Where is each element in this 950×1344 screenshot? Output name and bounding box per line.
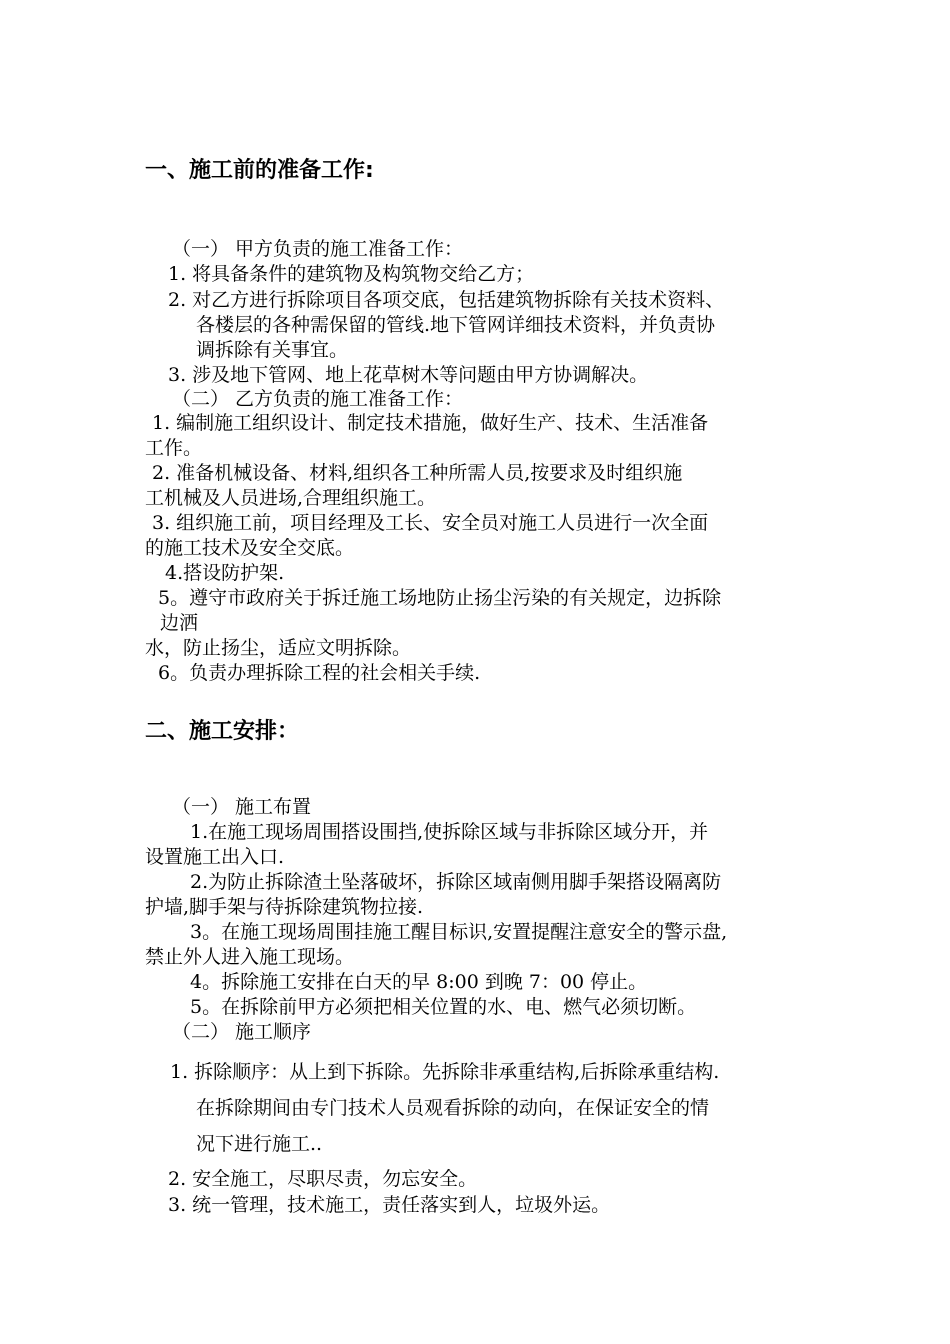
list-item: 3。在施工现场周围挂施工醒目标识,安置提醒注意安全的警示盘, [190, 921, 728, 943]
list-item-continuation: 调拆除有关事宜。 [196, 339, 349, 361]
list-item-continuation: 工作。 [145, 437, 203, 459]
list-item: 1. 编制施工组织设计、制定技术措施，做好生产、技术、生活准备 [152, 412, 709, 434]
section-2-sub-1-heading: （一） 施工布置 [172, 796, 312, 818]
list-item-continuation: 水，防止扬尘，适应文明拆除。 [145, 637, 412, 659]
list-item: 4.搭设防护架. [165, 562, 285, 584]
list-item: 1. 将具备条件的建筑物及构筑物交给乙方； [168, 263, 535, 285]
list-item-continuation: 工机械及人员进场,合理组织施工。 [145, 487, 437, 509]
section-1-sub-1-heading: （一） 甲方负责的施工准备工作： [172, 238, 464, 260]
list-item-continuation: 的施工技术及安全交底。 [145, 537, 355, 559]
list-item: 5。在拆除前甲方必须把相关位置的水、电、燃气必须切断。 [190, 996, 697, 1018]
list-item: 2. 对乙方进行拆除项目各项交底，包括建筑物拆除有关技术资料、 [168, 289, 725, 311]
list-item: 2.为防止拆除渣土坠落破坏，拆除区域南侧用脚手架搭设隔离防 [190, 871, 722, 893]
section-2-sub-2-heading: （二） 施工顺序 [172, 1021, 312, 1043]
list-item-continuation: 护墙,脚手架与待拆除建筑物拉接. [145, 896, 424, 918]
list-item: 2. 准备机械设备、材料,组织各工种所需人员,按要求及时组织施 [152, 462, 683, 484]
list-item: 1.在施工现场周围搭设围挡,使拆除区域与非拆除区域分开，并 [190, 821, 709, 843]
section-1-sub-2-heading: （二） 乙方负责的施工准备工作： [172, 388, 464, 410]
list-item: 3. 统一管理，技术施工，责任落实到人，垃圾外运。 [168, 1194, 611, 1216]
list-item-continuation: 设置施工出入口. [145, 846, 285, 868]
list-item-continuation: 在拆除期间由专门技术人员观看拆除的动向，在保证安全的情 [196, 1097, 710, 1119]
list-item-continuation: 边洒 [160, 612, 199, 634]
list-item: 6。负责办理拆除工程的社会相关手续. [158, 662, 481, 684]
list-item-continuation: 禁止外人进入施工现场。 [145, 946, 355, 968]
list-item: 3. 组织施工前，项目经理及工长、安全员对施工人员进行一次全面 [152, 512, 709, 534]
list-item: 4。拆除施工安排在白天的早 8:00 到晚 7：00 停止。 [190, 971, 648, 993]
list-item: 1. 拆除顺序：从上到下拆除。先拆除非承重结构,后拆除承重结构. [170, 1061, 720, 1083]
list-item: 2. 安全施工，尽职尽责，勿忘安全。 [168, 1168, 478, 1190]
list-item: 5。遵守市政府关于拆迁施工场地防止扬尘污染的有关规定，边拆除 [158, 587, 722, 609]
section-1-title: 一、施工前的准备工作: [145, 158, 374, 183]
list-item-continuation: 各楼层的各种需保留的管线.地下管网详细技术资料，并负责协 [196, 314, 716, 336]
list-item: 3. 涉及地下管网、地上花草树木等问题由甲方协调解决。 [168, 364, 649, 386]
section-2-title: 二、施工安排： [145, 719, 300, 744]
list-item-continuation: 况下进行施工.. [196, 1133, 323, 1155]
